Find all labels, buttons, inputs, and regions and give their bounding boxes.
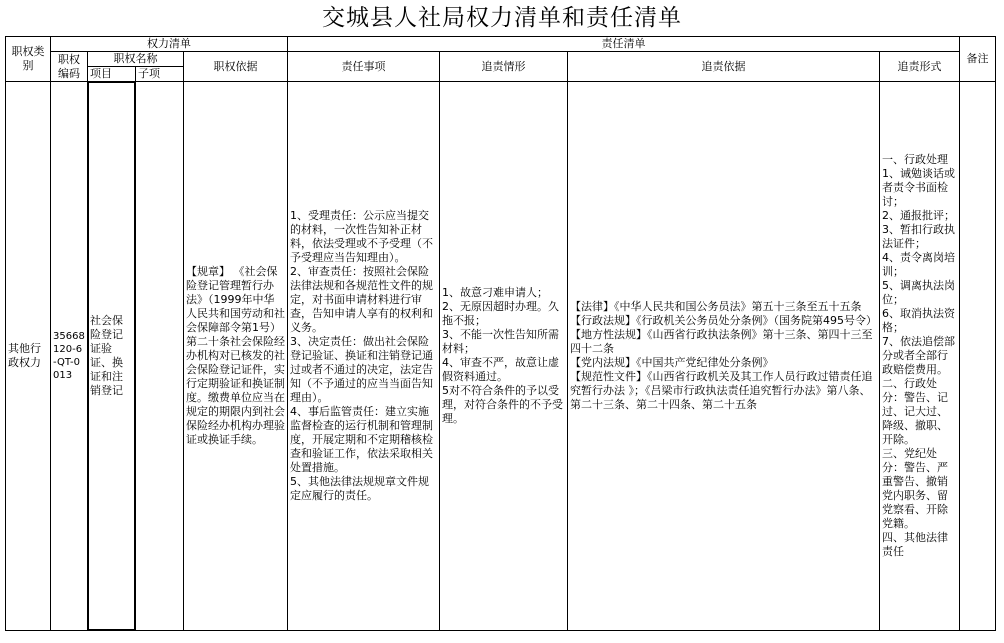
sheet-title: 交城县人社局权力清单和责任清单 [322,5,682,31]
header-remark[interactable]: 备注 [960,37,996,82]
cell-duties[interactable]: 1、受理责任：公示应当提交的材料，一次性告知补正材料，依法受理或不予受理（不予受理应当告知理由）。 2、审查责任：按照社会保险法律法规和各规范性文件的规定，对书面申请材料进行审查，告知申请人享有的权利和义务。 3、决定责任：做出社会保险登记验证、换证和注销登记通过或者不通过的决定，法定告知（不予通过的应当当面告知理由）。 4、事后监管责任：建立实施监督检查的运行机制和管理制度，开展定期和不定期稽核检查和验证工作，依法采取相关处置措施。 5、其他法律法规规章文件规定应履行的责任。 [288,82,440,631]
header-name[interactable]: 职权名称 [88,52,184,67]
cell-remark[interactable] [960,82,996,631]
header-accountability-form[interactable]: 追责形式 [880,52,960,82]
cell-item[interactable]: 社会保险登记证验证、换证和注销登记 [88,82,136,631]
cell-accountability-form[interactable]: 一、行政处理 1、诫勉谈话或者责令书面检讨； 2、通报批评； 3、暂扣行政执法证件； 4、责令离岗培训； 5、调离执法岗位； 6、取消执法资格； 7、依法追偿部分或者全部行政赔偿费用。 二、行政处分：警告、记过、记大过、降级、撤职、开除。 三、党纪处分：警告、严重警告、撤销党内职务、留党察看、开除党籍。 四、其他法律责任 [880,82,960,631]
header-responsibility-list[interactable]: 责任清单 [288,37,960,52]
power-responsibility-table [5,36,996,631]
cell-basis[interactable]: 【规章】 《社会保险登记管理暂行办法》（1999年中华人民共和国劳动和社会保障部令第1号） 第二十条社会保险经办机构对已核发的社会保险登记证件，实行定期验证和换证制度。缴费单位应当在规定的期限内到社会保险经办机构办理验证或换证手续。 [184,82,288,631]
cell-category[interactable]: 其他行政权力 [6,82,51,631]
cell-accountability-basis[interactable]: 【法律】《中华人民共和国公务员法》第五十三条至五十五条 【行政法规】《行政机关公务员处分条例》（国务院第495号令） 【地方性法规】《山西省行政执法条例》第十三条、第四十三至四十二条 【党内法规】《中国共产党纪律处分条例》 【规范性文件】《山西省行政机关及其工作人员行政过错责任追究暂行办法 》；《吕梁市行政执法责任追究暂行办法》第八条、第二十三条、第二十四条、第二十五条 [568,82,880,631]
cell-code[interactable]: 35668120-6-QT-0013 [51,82,88,631]
header-accountability-basis[interactable]: 追责依据 [568,52,880,82]
cell-subitem[interactable] [136,82,184,631]
header-subitem[interactable]: 子项 [136,67,184,82]
header-code[interactable]: 职权编码 [51,52,88,82]
header-basis[interactable]: 职权依据 [184,52,288,82]
header-row-2 [6,52,996,67]
cell-accountability[interactable]: 1、故意刁难申请人； 2、无原因超时办理。久拖不报； 3、不能一次性告知所需材料； 4、审查不严，故意让虚假资料通过。 5对不符合条件的予以受理，对符合条件的不予受理。 [440,82,568,631]
header-accountability[interactable]: 追责情形 [440,52,568,82]
header-duties[interactable]: 责任事项 [288,52,440,82]
header-item[interactable]: 项目 [88,67,136,82]
header-row-1 [6,37,996,52]
header-power-list[interactable]: 权力清单 [51,37,288,52]
table-row [6,82,996,631]
header-category[interactable]: 职权类别 [6,37,51,82]
